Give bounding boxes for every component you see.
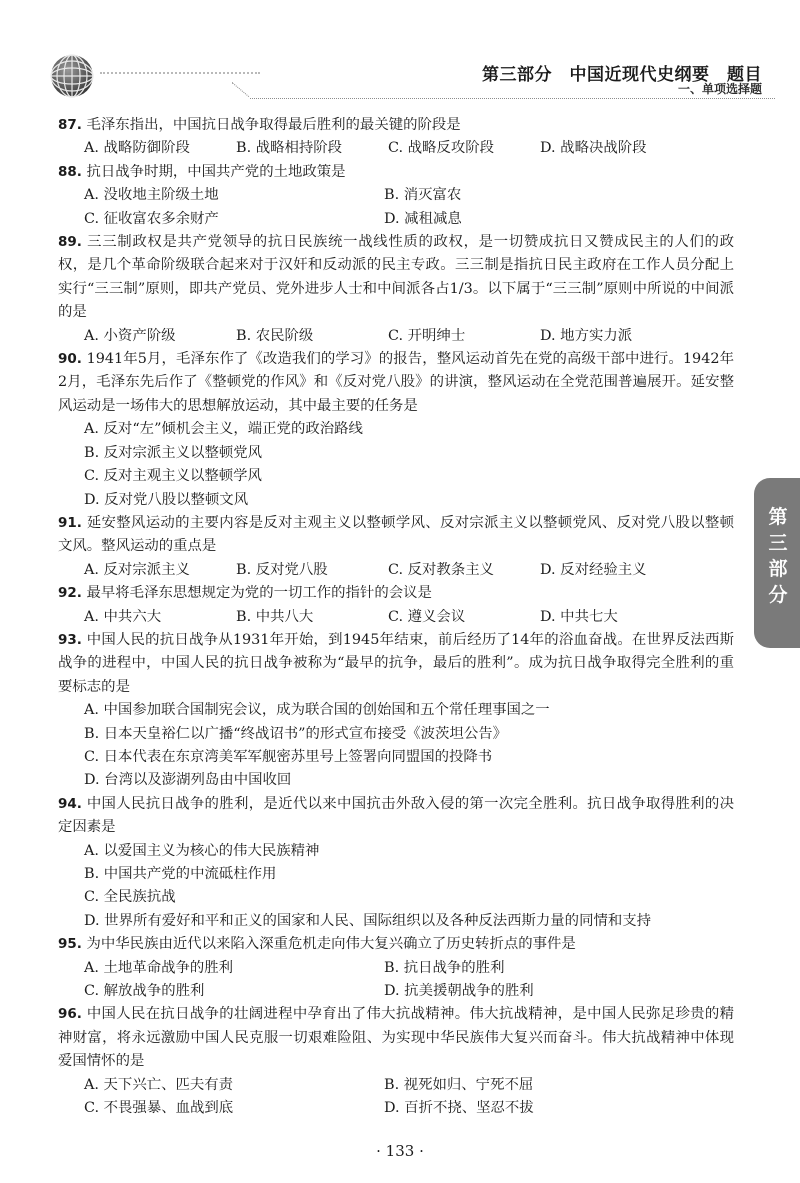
question-number: 88. [58, 163, 82, 180]
option-d: D. 百折不挠、坚忍不拔 [384, 1100, 534, 1117]
option-a: A. 没收地主阶级土地 [84, 187, 219, 204]
option-b: B. 抗日战争的胜利 [384, 959, 505, 976]
question-number: 89. [58, 234, 82, 251]
option-d: D. 反对经验主义 [540, 561, 647, 578]
options [58, 1074, 734, 1121]
option-b: B. 反对党八股 [236, 561, 328, 578]
section-tab-label: 第三部分 [768, 506, 788, 606]
options [58, 606, 734, 629]
option-a: A. 以爱国主义为核心的伟大民族精神 [84, 842, 320, 859]
question-number: 93. [58, 631, 82, 648]
option-d: D. 台湾以及澎湖列岛由中国收回 [84, 772, 292, 789]
options [58, 559, 734, 582]
option-d: D. 中共七大 [540, 608, 618, 625]
question-stem: 三三制政权是共产党领导的抗日民族统一战线性质的政权，是一切赞成抗日又赞成民主的人们的政权，是几个革命阶级联合起来对于汉奸和反动派的民主专政。三三制是指抗日民主政府在工作人员分配上实行“三三制”原则，即共产党员、党外进步人士和中间派各占1/3。以下属于“三三制”原则中所说的中间派的是 [58, 234, 734, 321]
header-subtitle: 一、单项选择题 [677, 82, 762, 96]
question-number: 91. [58, 514, 82, 531]
option-c: C. 遵义会议 [388, 608, 466, 625]
question-stem: 中国人民在抗日战争的壮阔进程中孕育出了伟大抗战精神。伟大抗战精神，是中国人民弥足珍贵的精神财富，将永远激励中国人民克服一切艰难险阻、为实现中华民族伟大复兴而奋斗。伟大抗战精神中体现爱国情怀的是 [58, 1006, 734, 1070]
option-a: A. 中国参加联合国制宪会议，成为联合国的创始国和五个常任理事国之一 [84, 702, 550, 719]
question-stem: 毛泽东指出，中国抗日战争取得最后胜利的最关键的阶段是 [86, 117, 461, 133]
question-90 [58, 348, 734, 512]
globe-icon [48, 52, 96, 100]
option-c: C. 解放战争的胜利 [84, 983, 205, 1000]
options [58, 418, 734, 512]
options [58, 325, 734, 348]
option-c: C. 反对教条主义 [388, 561, 494, 578]
header-title: 第三部分 中国近现代史纲要 题目 [482, 65, 762, 85]
option-c: C. 不畏强暴、血战到底 [84, 1100, 234, 1117]
option-c: C. 征收富农多余财产 [84, 210, 219, 227]
options [58, 699, 734, 793]
option-b: B. 战略相持阶段 [236, 140, 343, 157]
question-number: 90. [58, 351, 82, 368]
option-d: D. 世界所有爱好和平和正义的国家和人民、国际组织以及各种反法西斯力量的同情和支持 [84, 912, 652, 929]
option-a: A. 小资产阶级 [84, 327, 176, 344]
question-94 [58, 793, 734, 933]
question-88 [58, 161, 734, 231]
question-stem: 抗日战争时期，中国共产党的土地政策是 [86, 163, 346, 180]
header-divider [250, 98, 775, 99]
question-number: 94. [58, 795, 82, 812]
question-91 [58, 512, 734, 582]
option-c: C. 开明绅士 [388, 327, 466, 344]
option-a: A. 反对“左”倾机会主义，端正党的政治路线 [84, 421, 363, 438]
question-87 [58, 114, 734, 161]
question-stem: 延安整风运动的主要内容是反对主观主义以整顿学风、反对宗派主义以整顿党风、反对党八股以整顿文风。整风运动的重点是 [58, 514, 734, 555]
question-stem: 最早将毛泽东思想规定为党的一切工作的指针的会议是 [86, 585, 432, 602]
option-c: C. 日本代表在东京湾美军军舰密苏里号上签署向同盟国的投降书 [84, 748, 493, 765]
page-header [0, 0, 800, 100]
question-95 [58, 933, 734, 1003]
question-stem: 为中华民族由近代以来陷入深重危机走向伟大复兴确立了历史转折点的事件是 [86, 936, 576, 953]
options [58, 184, 734, 231]
question-stem: 中国人民抗日战争的胜利，是近代以来中国抗击外敌入侵的第一次完全胜利。抗日战争取得胜利的决定因素是 [58, 795, 734, 836]
options [58, 840, 734, 934]
question-stem: 1941年5月，毛泽东作了《改造我们的学习》的报告，整风运动首先在党的高级干部中进行。1942年2月，毛泽东先后作了《整顿党的作风》和《反对党八股》的讲演，整风运动在全党范围普遍展开。延安整风运动是一场伟大的思想解放运动，其中最主要的任务是 [58, 351, 735, 414]
question-93 [58, 629, 734, 793]
question-stem: 中国人民的抗日战争从1931年开始，到1945年结束，前后经历了14年的浴血奋战。在世界反法西斯战争的进程中，中国人民的抗日战争被称为“最早的抗争，最后的胜利”。成为抗日战争取得完全胜利的重要标志的是 [58, 631, 734, 695]
question-number: 95. [58, 936, 82, 953]
page-number: · 133 · [376, 1142, 424, 1160]
option-a: A. 土地革命战争的胜利 [84, 959, 234, 976]
option-b: B. 反对宗派主义以整顿党风 [84, 444, 263, 461]
header-dots [100, 72, 260, 86]
option-a: A. 反对宗派主义 [84, 561, 190, 578]
option-d: D. 抗美援朝战争的胜利 [384, 983, 534, 1000]
question-list [58, 114, 734, 1120]
option-d: D. 战略决战阶段 [540, 140, 647, 157]
option-c: C. 战略反攻阶段 [388, 140, 494, 157]
option-a: A. 中共六大 [84, 608, 162, 625]
option-b: B. 中国共产党的中流砥柱作用 [84, 866, 277, 882]
option-a: A. 战略防御阶段 [84, 140, 190, 157]
option-b: B. 视死如归、宁死不屈 [384, 1076, 534, 1093]
option-c: C. 全民族抗战 [84, 889, 176, 906]
question-number: 92. [58, 585, 82, 602]
option-b: B. 农民阶级 [236, 327, 314, 344]
option-c: C. 反对主观主义以整顿学风 [84, 468, 262, 485]
option-a: A. 天下兴亡、匹夫有责 [84, 1076, 234, 1093]
option-d: D. 地方实力派 [540, 327, 633, 344]
question-number: 87. [58, 117, 82, 133]
question-number: 96. [58, 1006, 82, 1023]
option-b: B. 消灭富农 [384, 187, 462, 204]
options [58, 137, 734, 160]
question-92 [58, 582, 734, 629]
question-89 [58, 231, 734, 348]
section-tab [754, 478, 800, 648]
option-b: B. 中共八大 [236, 608, 314, 625]
question-96 [58, 1003, 734, 1120]
option-b: B. 日本天皇裕仁以广播“终战诏书”的形式宣布接受《波茨坦公告》 [84, 725, 507, 742]
option-d: D. 减租减息 [384, 210, 462, 227]
option-d: D. 反对党八股以整顿文风 [84, 491, 249, 508]
options [58, 957, 734, 1004]
